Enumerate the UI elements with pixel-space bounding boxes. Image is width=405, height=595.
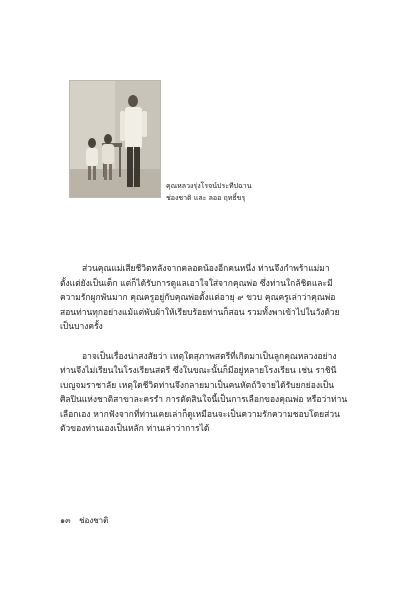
running-title: ช่องชาติ (79, 516, 109, 525)
page-footer (60, 514, 108, 527)
paragraph-1: ส่วนคุณแม่เสียชีวิตหลังจากคลอดน้องอีกคนหนึ่ง ท่านจึงกำพร้าแม่มาตั้งแต่ยังเป็นเด็ก แต่ก็ได้รับการดูแลเอาใจใส่จากคุณพ่อ ซึ่งท่านใกล้ชิดและมีความรักผูกพันมาก คุณครูอยู่กับคุณพ่อตั้งแต่อายุ ๙ ขวบ คุณครูเล่าว่าคุณพ่อสอนท่านทุกอย่างแม้แต่พับผ้าให้เรียบร้อยท่านก็สอน รวมทั้งพาเข้าไปในวังด้วยเป็นบางครั้ง (60, 264, 340, 332)
body-text (60, 262, 348, 452)
paragraph-2: อาจเป็นเรื่องน่าสงสัยว่า เหตุใดสุภาพสตรีที่เกิดมาเป็นลูกคุณหลวงอย่างท่านจึงไม่เรียนในโรงเรียนสตรี ซึ่งในขณะนั้นก็มีอยู่หลายโรงเรียน เช่น ราชินี เบญจมราชาลัย เหตุใดชีวิตท่านจึงกลายมาเป็นคนหัตถ์วิจายได้รับยกย่องเป็นศิลปินแห่งชาติสาขาละครรำ การตัดสินใจนี้เป็นการเลือกของคุณพ่อ หรือว่าท่านเลือกเอง หากฟังจากที่ท่านเคยเล่าก็ดูเหมือนจะเป็นความรักความชอบโดยส่วนตัวของท่านเองเป็นหลัก ท่านเล่าว่าการได้ (60, 351, 348, 434)
caption-line-2: ช่องชาติ และ ลออ ฤทธิ์ขรุ (166, 194, 246, 202)
photo-caption (166, 180, 316, 204)
caption-line-1: คุณหลวงรุ่งโรจน์ประทีปฉาน (166, 182, 252, 190)
historical-photo (69, 80, 161, 198)
photo-illustration (70, 81, 160, 197)
page-number: ๑๓ (60, 516, 71, 525)
